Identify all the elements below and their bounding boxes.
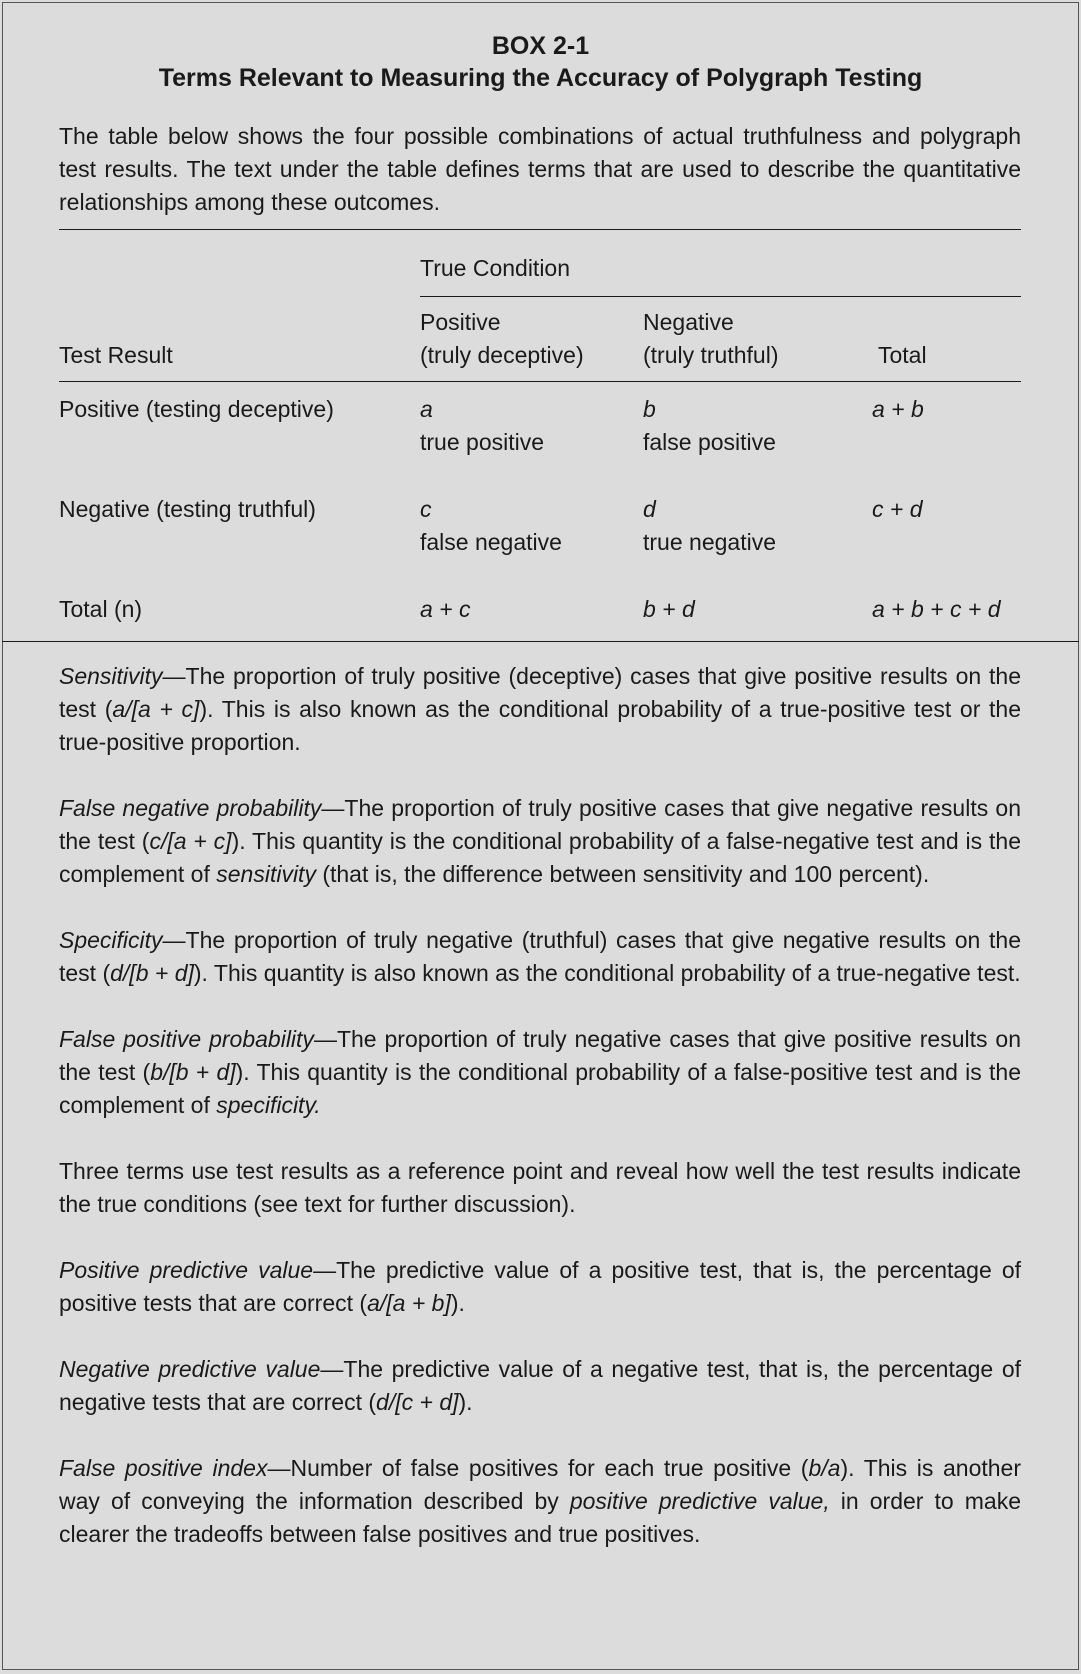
- box-title: Terms Relevant to Measuring the Accuracy of Polygraph Testing: [158, 64, 923, 92]
- formula: c/[a + c]: [149, 828, 232, 854]
- definition-text: ). This is another way of conveying the information described by: [59, 1455, 1021, 1514]
- cell-value: b + d: [643, 596, 695, 622]
- cell-total: c + d: [872, 496, 923, 522]
- col-positive-header: Positive: [420, 309, 501, 335]
- box-label: BOX 2-1: [491, 32, 590, 60]
- formula: b/[b + d]: [150, 1059, 236, 1085]
- term: Positive predictive value: [59, 1257, 314, 1283]
- true-condition-header: True Condition: [420, 255, 571, 281]
- definition-text: ). This quantity is also known as the conditional probability of a true-negative test.: [193, 960, 1021, 986]
- cell-value: a + c: [420, 596, 471, 622]
- row-label: Negative (testing truthful): [59, 496, 316, 522]
- term: False positive index: [59, 1455, 268, 1481]
- emphasis: specificity.: [216, 1092, 321, 1118]
- col-negative-header: Negative: [643, 309, 734, 335]
- cell-value: b: [643, 396, 656, 422]
- definition-text: ).: [450, 1290, 465, 1316]
- row-label: Positive (testing deceptive): [59, 396, 334, 422]
- definition-text: —The proportion of truly negative (truthful) cases that give negative results on the test (: [59, 927, 1021, 986]
- cell-total: a + b: [872, 396, 924, 422]
- definition-text: —The proportion of truly negative cases that give positive results on the test (: [59, 1026, 1022, 1085]
- intro-paragraph: The table below shows the four possible combinations of actual truthfulness and polygraph test results. The text under the table defines terms that are used to describe the quantitative relationships among these outcomes.: [59, 123, 1021, 215]
- col-total-header: Total: [878, 342, 927, 368]
- definition-text: —The predictive value of a positive test, that is, the percentage of positive tests that are correct (: [59, 1257, 1022, 1316]
- three-terms-paragraph: Three terms use test results as a reference point and reveal how well the test results indicate the true conditions (see text for further discussion).: [59, 1158, 1021, 1217]
- definition-false-positive-index: [59, 1452, 1021, 1551]
- col-test-result-header: Test Result: [59, 342, 173, 368]
- definition-text: ). This quantity is the conditional probability of a false-negative test and is the complement of: [59, 828, 1021, 887]
- term: False positive probability: [59, 1026, 314, 1052]
- definition-positive-predictive-value: [59, 1254, 1021, 1320]
- table-top-rule: [59, 229, 1021, 230]
- formula: a/[a + b]: [367, 1290, 451, 1316]
- definition-text: —The predictive value of a negative test, that is, the percentage of negative tests that are correct (: [59, 1356, 1021, 1415]
- formula: d/[c + d]: [376, 1389, 459, 1415]
- definitions-section: [59, 660, 1021, 1584]
- table-bottom-rule: [2, 641, 1079, 642]
- definition-text: in order to make clearer the tradeoffs between false positives and true positives.: [59, 1488, 1021, 1547]
- definition-negative-predictive-value: [59, 1353, 1021, 1419]
- col-positive-sub: (truly deceptive): [420, 342, 584, 368]
- definition-text: ). This quantity is the conditional probability of a false-positive test and is the complement of: [59, 1059, 1021, 1118]
- cell-sub: false positive: [643, 429, 776, 455]
- term: Specificity: [59, 927, 163, 953]
- cell-value: d: [643, 496, 656, 522]
- definition-sensitivity: [59, 660, 1021, 759]
- row-label: Total (n): [59, 596, 143, 622]
- definition-false-negative-probability: [59, 792, 1021, 891]
- cell-total: a + b + c + d: [872, 596, 1001, 622]
- cell-sub: true negative: [643, 529, 776, 555]
- definition-text: (that is, the difference between sensitivity and 100 percent).: [315, 861, 930, 887]
- definition-false-positive-probability: [59, 1023, 1021, 1122]
- formula: a/[a + c]: [112, 696, 200, 722]
- definition-text: —The proportion of truly positive cases that give negative results on the test (: [59, 795, 1021, 854]
- col-negative-sub: (truly truthful): [643, 342, 779, 368]
- definition-text: ). This is also known as the conditional probability of a true-positive test or the true-positive proportion.: [59, 696, 1021, 755]
- cell-sub: true positive: [420, 429, 545, 455]
- emphasis: positive predictive value,: [569, 1488, 830, 1514]
- definition-text: ).: [458, 1389, 473, 1415]
- term: False negative probability: [59, 795, 322, 821]
- term: Negative predictive value: [59, 1356, 321, 1382]
- cell-value: a: [420, 396, 433, 422]
- emphasis: sensitivity: [216, 861, 316, 887]
- definition-text: —Number of false positives for each true positive (: [267, 1455, 809, 1481]
- definition-specificity: [59, 924, 1021, 990]
- formula: b/a: [808, 1455, 841, 1481]
- cell-sub: false negative: [420, 529, 562, 555]
- cell-value: c: [420, 496, 432, 522]
- definition-text: —The proportion of truly positive (deceptive) cases that give positive results on the test (: [59, 663, 1021, 722]
- true-condition-rule: [420, 296, 1021, 297]
- term: Sensitivity: [59, 663, 163, 689]
- header-bottom-rule: [59, 381, 1021, 382]
- formula: d/[b + d]: [110, 960, 194, 986]
